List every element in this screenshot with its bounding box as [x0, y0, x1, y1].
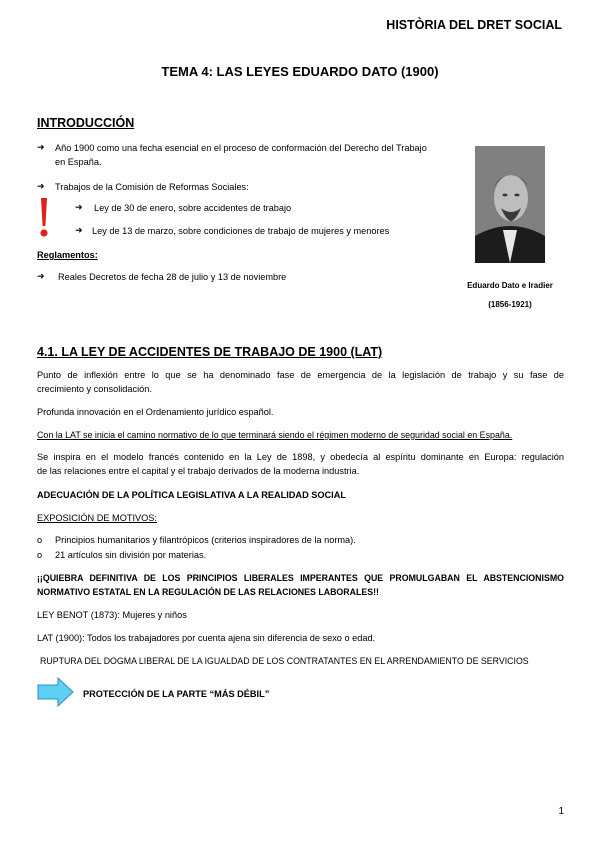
intro-heading: INTRODUCCIÓN	[37, 116, 135, 130]
arrow-bullet-icon: ➜	[37, 181, 45, 191]
intro-bullet-2: Trabajos de la Comisión de Reformas Sociales:	[55, 182, 249, 192]
section-p4-line-2: de las relaciones entre el capital y el trabajo derivados de la moderna industria.	[37, 466, 360, 476]
intro-bullet-1-line-1: Año 1900 como una fecha esencial en el proceso de conformación del Derecho del Trabajo	[55, 143, 427, 153]
portrait-photo	[475, 146, 545, 263]
section-p8: LEY BENOT (1873): Mujeres y niños	[37, 610, 187, 620]
section-p9: LAT (1900): Todos los trabajadores por cuenta ajena sin diferencia de sexo o edad.	[37, 633, 376, 643]
intro-sub-2: Ley de 13 de marzo, sobre condiciones de trabajo de mujeres y menores	[92, 226, 390, 236]
reglamentos-label: Reglamentos:	[37, 250, 98, 260]
section-p7-line-2: NORMATIVO ESTATAL EN LA REGULACIÓN DE LAS RELACIONES LABORALES!!	[37, 587, 379, 597]
list-bullet-icon: o	[37, 550, 43, 560]
section-p11: PROTECCIÓN DE LA PARTE “MÁS DÉBIL”	[83, 689, 270, 699]
section-p4-line-1: Se inspira en el modelo francés contenido en la Ley de 1898, y obedecía al espíritu dominante en Europa: regulación	[37, 452, 564, 462]
section-p1-line-1: Punto de inflexión entre lo que se ha denominado fase de emergencia de la legislación de trabajo y su fase de	[37, 370, 564, 380]
intro-sub-1: Ley de 30 de enero, sobre accidentes de trabajo	[94, 203, 292, 213]
cyan-arrow-icon	[37, 677, 75, 707]
list-bullet-icon: o	[37, 535, 43, 545]
section-heading: 4.1. LA LEY DE ACCIDENTES DE TRABAJO DE 1900 (LAT)	[37, 345, 383, 359]
section-p7-line-1: ¡¡QUIEBRA DEFINITIVA DE LOS PRINCIPIOS LIBERALES IMPERANTES QUE PROMULGABAN EL ABSTENCIONISMO	[37, 573, 564, 583]
section-p5: ADECUACIÓN DE LA POLÍTICA LEGISLATIVA A LA REALIDAD SOCIAL	[37, 490, 346, 500]
list-item-1: Principios humanitarios y filantrópicos (criterios inspiradores de la norma).	[55, 535, 356, 545]
intro-bullet-3: Reales Decretos de fecha 28 de julio y 13 de noviembre	[58, 272, 287, 282]
arrow-bullet-icon: ➜	[75, 225, 83, 235]
intro-bullet-1-line-2: en España.	[55, 157, 102, 167]
arrow-bullet-icon: ➜	[75, 202, 83, 212]
arrow-bullet-icon: ➜	[37, 142, 45, 152]
section-p3: Con la LAT se inicia el camino normativo de lo que terminará siendo el régimen moderno de seguridad social en España.	[37, 430, 513, 440]
red-exclamation-icon	[39, 197, 49, 239]
list-item-2: 21 artículos sin división por materias.	[55, 550, 207, 560]
section-p6: EXPOSICIÓN DE MOTIVOS:	[37, 513, 157, 523]
page-title: TEMA 4: LAS LEYES EDUARDO DATO (1900)	[161, 64, 439, 79]
arrow-bullet-icon: ➜	[37, 271, 45, 281]
section-p2: Profunda innovación en el Ordenamiento jurídico español.	[37, 407, 274, 417]
section-p10: RUPTURA DEL DOGMA LIBERAL DE LA IGUALDAD DE LOS CONTRATANTES EN EL ARRENDAMIENTO DE SERVICIOS	[40, 656, 529, 666]
photo-caption-name: Eduardo Dato e Iradier	[467, 281, 553, 290]
course-header: HISTÒRIA DEL DRET SOCIAL	[386, 18, 562, 32]
photo-caption-years: (1856-1921)	[488, 300, 532, 309]
page-number: 1	[558, 806, 564, 817]
section-p1-line-2: crecimiento y consolidación.	[37, 384, 152, 394]
